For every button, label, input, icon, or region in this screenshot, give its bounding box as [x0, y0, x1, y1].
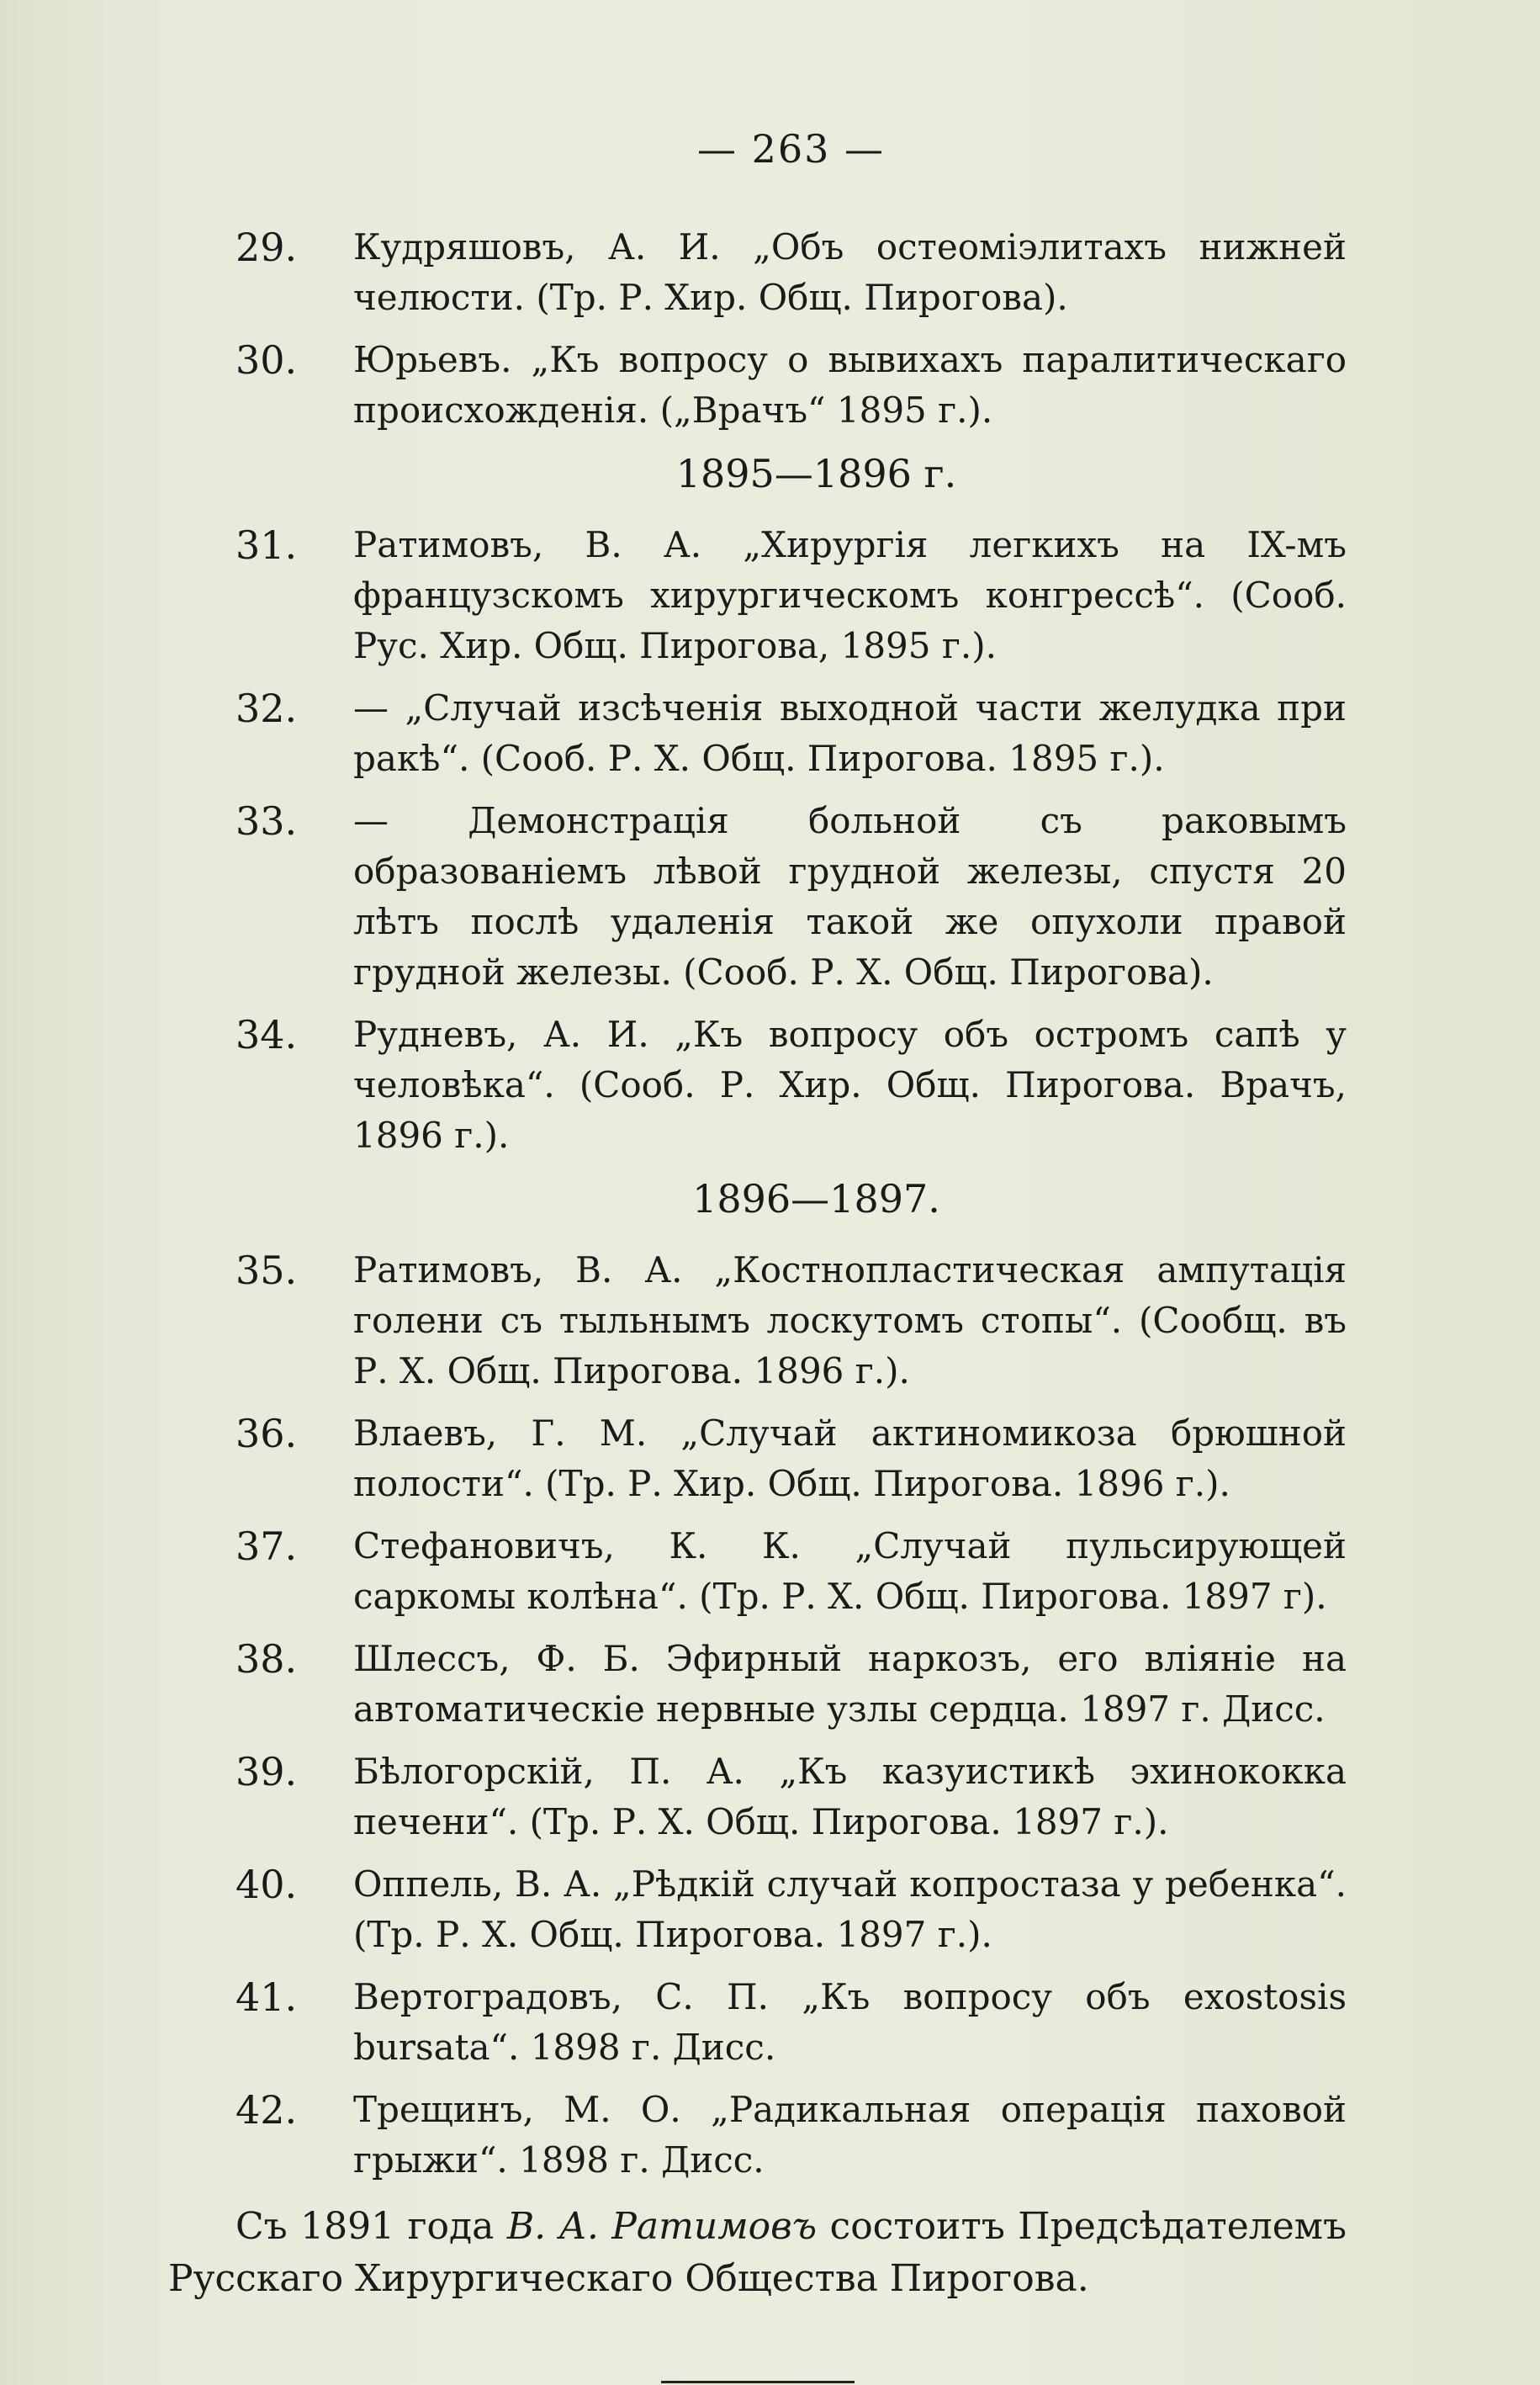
entry-41 — [235, 1972, 1347, 2073]
entry-37 — [235, 1521, 1347, 1622]
entry-text: Юрьевъ. „Къ вопросу о вывихахъ паралитическаго происхожденія. („Врачъ“ 1895 г.). — [353, 339, 1347, 431]
closing-name: В. А. Ратимовъ — [506, 2205, 818, 2248]
closing-before: Съ 1891 года — [235, 2205, 495, 2248]
entry-number: 32. — [235, 686, 298, 731]
closing-after: состоитъ Предсѣдателемъ Русскаго Хирургическаго Общества Пирогова. — [168, 2205, 1347, 2300]
end-rule — [661, 2381, 855, 2383]
entry-text: Влаевъ, Г. М. „Случай актиномикоза брюшной полости“. (Тр. Р. Хир. Общ. Пирогова. 1896 г.). — [353, 1412, 1347, 1504]
closing-paragraph — [168, 2201, 1347, 2305]
entry-29 — [235, 222, 1347, 323]
entry-39 — [235, 1746, 1347, 1847]
entry-number: 37. — [235, 1524, 298, 1569]
entry-36 — [235, 1408, 1347, 1509]
entry-33 — [235, 796, 1347, 998]
entry-number: 40. — [235, 1862, 298, 1907]
entry-40 — [235, 1859, 1347, 1960]
entry-number: 30. — [235, 337, 298, 383]
entry-42 — [235, 2085, 1347, 2186]
entry-number: 34. — [235, 1012, 298, 1057]
entry-text: Рудневъ, А. И. „Къ вопросу объ остромъ сапѣ у человѣка“. (Сооб. Р. Хир. Общ. Пирогова. Врачъ, 1896 г.). — [353, 1014, 1347, 1156]
page-number: — 263 — — [696, 126, 886, 172]
entry-number: 38. — [235, 1636, 298, 1682]
entry-text: Кудряшовъ, А. И. „Объ остеоміэлитахъ нижней челюсти. (Тр. Р. Хир. Общ. Пирогова). — [353, 226, 1347, 318]
entry-text: Вертоградовъ, С. П. „Къ вопросу объ exostosis bursata“. 1898 г. Дисс. — [353, 1976, 1347, 2068]
entry-text: Ратимовъ, В. А. „Костнопластическая ампутація голени съ тыльнымъ лоскутомъ стопы“. (Сообщ. въ Р. Х. Общ. Пирогова. 1896 г.). — [353, 1249, 1347, 1391]
entry-35 — [235, 1245, 1347, 1397]
entry-38 — [235, 1634, 1347, 1735]
entry-number: 36. — [235, 1411, 298, 1456]
group-1 — [235, 451, 1347, 1161]
entry-text: Оппель, В. А. „Рѣдкій случай копростаза у ребенка“. (Тр. Р. Х. Общ. Пирогова. 1897 г.). — [353, 1863, 1347, 1955]
entry-number: 29. — [235, 225, 298, 270]
entry-text: Бѣлогорскій, П. А. „Къ казуистикѣ эхинококка печени“. (Тр. Р. Х. Общ. Пирогова. 1897 г.). — [353, 1751, 1347, 1842]
entry-number: 41. — [235, 1974, 298, 2020]
entry-text: — „Случай изсѣченія выходной части желудка при ракѣ“. (Сооб. Р. Х. Общ. Пирогова. 1895 г.). — [353, 687, 1347, 779]
entry-number: 31. — [235, 522, 298, 568]
entry-32 — [235, 683, 1347, 784]
entry-text: Шлессъ, Ф. Б. Эфирный наркозъ, его вліяніе на автоматическіе нервные узлы сердца. 1897 г. Дисс. — [353, 1638, 1347, 1730]
group-2 — [235, 1176, 1347, 2186]
entry-number: 33. — [235, 798, 298, 844]
entry-31 — [235, 520, 1347, 671]
entry-34 — [235, 1010, 1347, 1161]
entry-number: 35. — [235, 1248, 298, 1293]
entry-text: Стефановичъ, К. К. „Случай пульсирующей саркомы колѣна“. (Тр. Р. Х. Общ. Пирогова. 1897 г). — [353, 1525, 1347, 1617]
entry-number: 42. — [235, 2087, 298, 2133]
group-0 — [235, 222, 1347, 436]
year-heading: 1895—1896 г. — [675, 451, 957, 496]
entry-text: Трещинъ, М. О. „Радикальная операція паховой грыжи“. 1898 г. Дисс. — [353, 2089, 1347, 2181]
entry-text: Ратимовъ, В. А. „Хирургія легкихъ на IX-мъ французскомъ хирургическомъ конгрессѣ“. (Сооб. Рус. Хир. Общ. Пирогова, 1895 г.). — [353, 524, 1347, 666]
entry-30 — [235, 335, 1347, 436]
entry-text: — Демонстрація больной съ раковымъ образованіемъ лѣвой грудной железы, спустя 20 лѣтъ послѣ удаленія такой же опухоли правой грудной железы. (Сооб. Р. Х. Общ. Пирогова). — [353, 800, 1347, 993]
year-heading: 1896—1897. — [692, 1176, 940, 1222]
entry-number: 39. — [235, 1749, 298, 1794]
